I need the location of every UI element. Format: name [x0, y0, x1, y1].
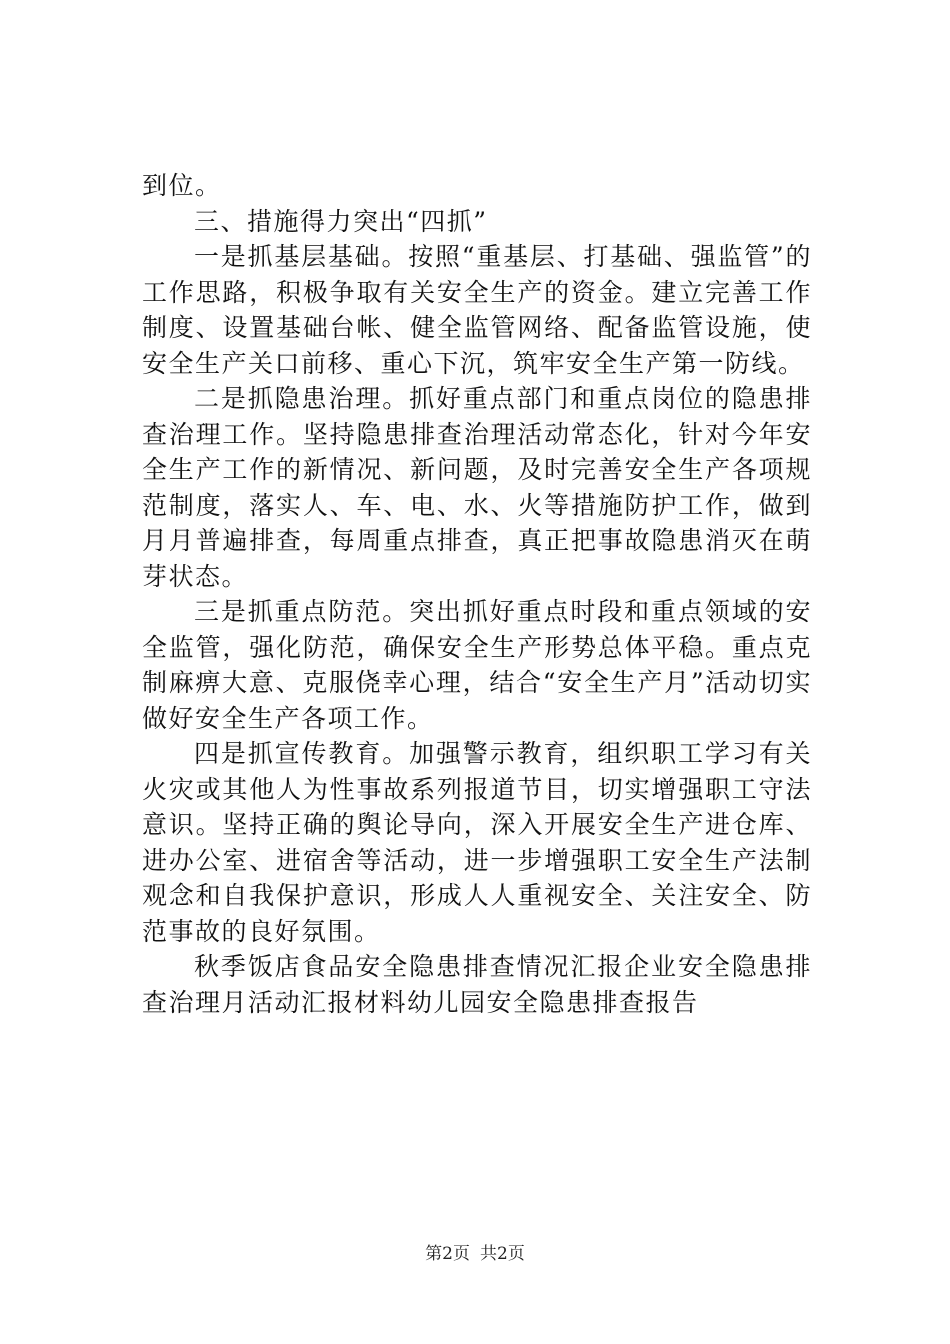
paragraph-publicity-education: 四是抓宣传教育。加强警示教育，组织职工学习有关火灾或其他人为性事故系列报道节目，切实增强职工守法意识。坚持正确的舆论导向，深入开展安全生产进仓库、进办公室、进宿舍等活动，进一步增强职工安全生产法制观念和自我保护意识，形成人人重视安全、关注安全、防范事故的良好氛围。: [142, 739, 812, 946]
paragraph-continuation: 到位。: [142, 171, 222, 200]
paragraph-hazard-governance: 二是抓隐患治理。抓好重点部门和重点岗位的隐患排查治理工作。坚持隐患排查治理活动常态化，针对今年安全生产工作的新情况、新问题，及时完善安全生产各项规范制度，落实人、车、电、水、火等措施防护工作，做到月月普遍排查，每周重点排查，真正把事故隐患消灭在萌芽状态。: [142, 384, 812, 591]
page-total: 共2页: [480, 1244, 525, 1264]
section-heading: 三、措施得力突出“四抓”: [194, 206, 488, 236]
paragraph-related-titles: 秋季饭店食品安全隐患排查情况汇报企业安全隐患排查治理月活动汇报材料幼儿园安全隐患排查报告: [142, 952, 812, 1017]
paragraph-key-prevention: 三是抓重点防范。突出抓好重点时段和重点领域的安全监管，强化防范，确保安全生产形势总体平稳。重点克制麻痹大意、克服侥幸心理，结合“安全生产月”活动切实做好安全生产各项工作。: [142, 597, 812, 733]
document-body: [142, 168, 812, 1020]
paragraph-grassroots: 一是抓基层基础。按照“重基层、打基础、强监管”的工作思路，积极争取有关安全生产的资金。建立完善工作制度、设置基础台帐、健全监管网络、配备监管设施，使安全生产关口前移、重心下沉，筑牢安全生产第一防线。: [142, 242, 812, 378]
page-number: 第2页: [425, 1244, 470, 1264]
page-footer: [0, 1243, 950, 1265]
